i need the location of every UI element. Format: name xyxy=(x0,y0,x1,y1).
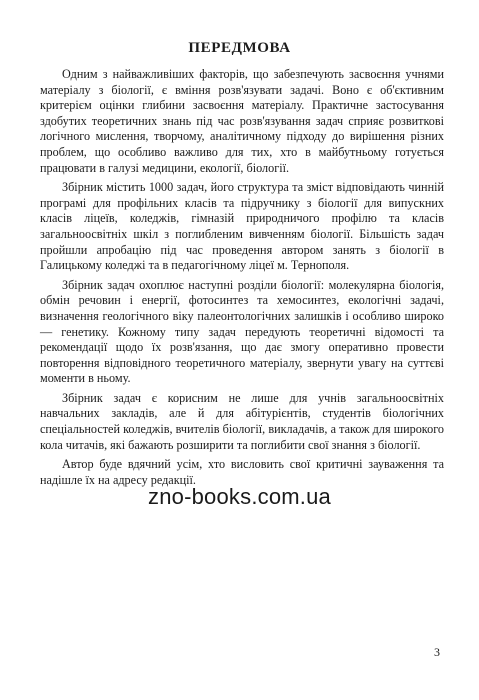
paragraph-4: Збірник задач є корисним не лише для учнів загальноосвітніх навчальних закладів, але й для абітурієнтів, студентів біологічних спеціальностей коледжів, вчителів біології, викладачів, а також для широкого кола читачів, які бажають розширити та поглибити свої знання з біології. xyxy=(40,390,444,452)
page-title: ПЕРЕДМОВА xyxy=(188,40,291,56)
paragraph-2: Збірник містить 1000 задач, його структура та зміст відповідають чинній програмі для профільних класів та підручнику з біології для випускних класів ліцеїв, коледжів, гімназій природничого профілю та класів загальноосвітніх шкіл з поглибленим вивченням біології. Більшість задач пройшли апробацію під час проведення автором занять з біології в Галицькому коледжі та в педагогічному ліцеї м. Тернополя. xyxy=(40,180,444,273)
preface-body xyxy=(40,67,444,492)
paragraph-3: Збірник задач охоплює наступні розділи біології: молекулярна біологія, обмін речовин і енергії, фотосинтез та хемосинтез, екологічні задачі, визначення геологічного віку палеонтологічних залишків і особливо широко — генетику. Кожному типу задач передують теоретичні відомості та рекомендації щодо їх розв'язання, що дає змогу оперативно провести повторення відповідного теоретичного матеріалу, звернути увагу на суттєві моменти в ньому. xyxy=(40,277,444,386)
paragraph-1: Одним з найважливіших факторів, що забезпечують засвоєння учнями матеріалу з біології, є вміння розв'язувати задачі. Воно є об'єктивним критерієм оцінки глибини засвоєння матеріалу. Практичне застосування здобутих теоретичних знань під час розв'язування задач сприяє розвиткові логічного мислення, творчому, аналітичному підходу до вирішення різних проблем, що особливо важливо для тих, хто в майбутньому готується працювати в галузі медицини, екології, біології. xyxy=(40,67,444,175)
watermark-text: zno-books.com.ua xyxy=(148,484,331,509)
page-number: 3 xyxy=(434,645,440,659)
paragraph-5: Автор буде вдячний усім, хто висловить свої критичні зауваження та надішле їх на адресу редакції. xyxy=(40,457,444,487)
